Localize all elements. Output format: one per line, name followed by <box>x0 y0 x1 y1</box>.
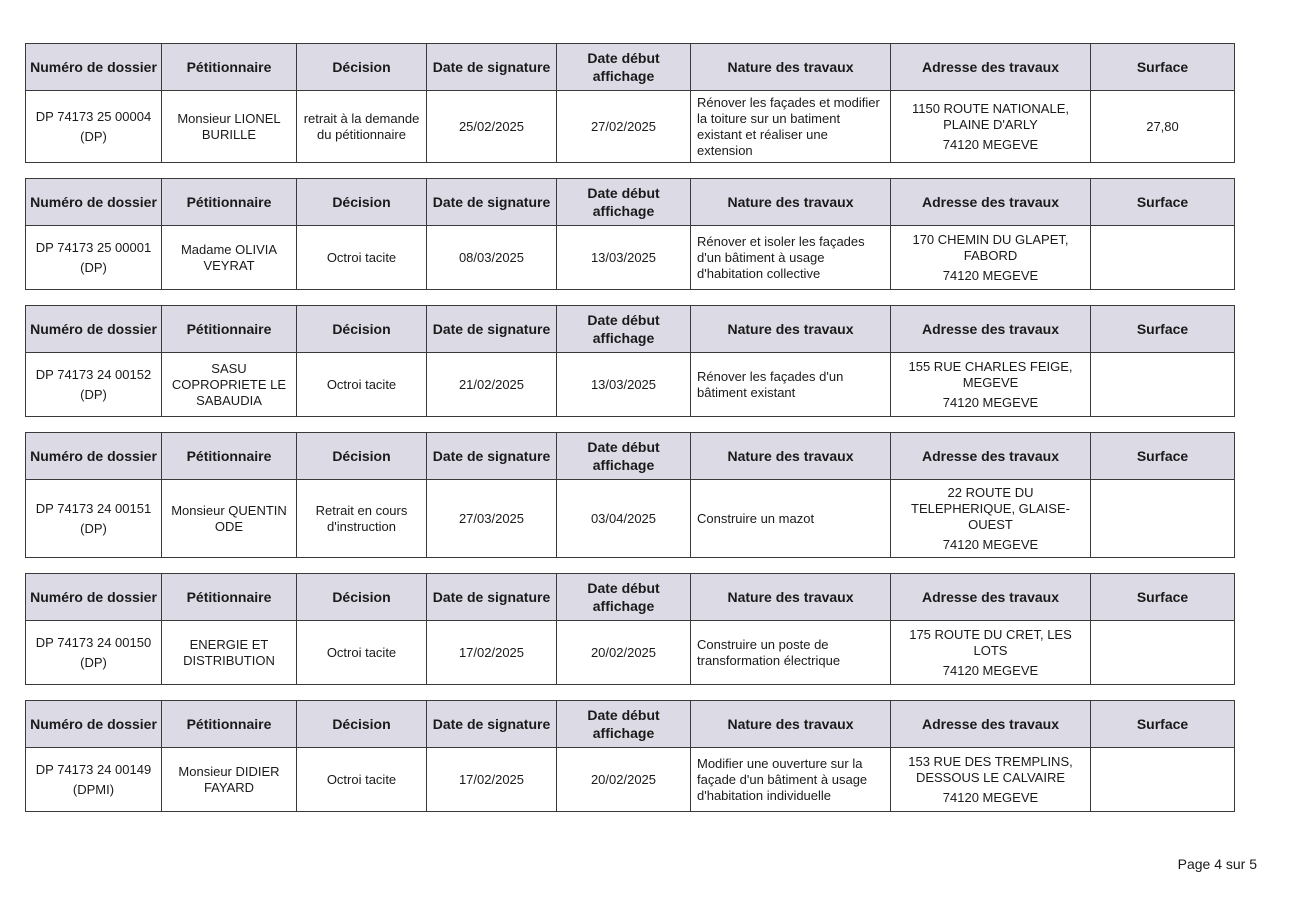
header-col-date-signature: Date de signature <box>427 574 557 621</box>
display-start-date-cell <box>557 621 691 685</box>
dossier-number-cell <box>26 748 162 812</box>
dossier-type: (DP) <box>80 259 107 275</box>
record-row <box>26 353 1235 417</box>
header-col-adresse: Adresse des travaux <box>891 701 1091 748</box>
petitioner-cell <box>162 353 297 417</box>
decision-text: Retrait en cours d'instruction <box>315 502 408 534</box>
works-nature-cell <box>691 353 891 417</box>
header-col-date-affichage: Date début affichage <box>557 701 691 748</box>
petitioner-cell <box>162 748 297 812</box>
signature-date: 08/03/2025 <box>458 249 525 265</box>
header-col-surface: Surface <box>1091 574 1235 621</box>
petitioner-cell <box>162 226 297 290</box>
decision-cell <box>297 353 427 417</box>
surface-cell <box>1091 748 1235 812</box>
header-col-petitionnaire: Pétitionnaire <box>162 574 297 621</box>
petitioner-cell <box>162 480 297 558</box>
header-col-date-signature: Date de signature <box>427 44 557 91</box>
works-city: 74120 MEGEVE <box>942 394 1039 410</box>
header-col-surface: Surface <box>1091 44 1235 91</box>
header-col-petitionnaire: Pétitionnaire <box>162 701 297 748</box>
decision-text: Octroi tacite <box>326 249 397 265</box>
petitioner-name: SASU COPROPRIETE LE SABAUDIA <box>171 360 287 408</box>
header-col-adresse: Adresse des travaux <box>891 44 1091 91</box>
decision-cell <box>297 480 427 558</box>
petitioner-cell <box>162 91 297 163</box>
display-start-date-cell <box>557 748 691 812</box>
dossier-number-cell <box>26 480 162 558</box>
header-col-nature: Nature des travaux <box>691 179 891 226</box>
works-address: 22 ROUTE DU TELEPHERIQUE, GLAISE-OUEST <box>911 484 1070 532</box>
record-table <box>25 178 1235 290</box>
header-col-petitionnaire: Pétitionnaire <box>162 306 297 353</box>
works-address-cell <box>891 353 1091 417</box>
decision-text: Octroi tacite <box>326 644 397 660</box>
header-col-date-signature: Date de signature <box>427 179 557 226</box>
display-start-date: 13/03/2025 <box>590 376 657 392</box>
header-col-petitionnaire: Pétitionnaire <box>162 44 297 91</box>
display-start-date-cell <box>557 91 691 163</box>
dossier-number-cell <box>26 353 162 417</box>
petitioner-name: Madame OLIVIA VEYRAT <box>180 241 278 273</box>
dossier-number-cell <box>26 621 162 685</box>
signature-date: 17/02/2025 <box>458 644 525 660</box>
header-col-surface: Surface <box>1091 306 1235 353</box>
record-table <box>25 43 1235 163</box>
header-col-numero: Numéro de dossier <box>26 179 162 226</box>
works-address: 175 ROUTE DU CRET, LES LOTS <box>909 626 1072 658</box>
decision-text: Octroi tacite <box>326 376 397 392</box>
petitioner-name: ENERGIE ET DISTRIBUTION <box>183 636 275 668</box>
works-nature-cell <box>691 226 891 290</box>
header-col-decision: Décision <box>297 306 427 353</box>
header-col-petitionnaire: Pétitionnaire <box>162 433 297 480</box>
works-address-cell <box>891 480 1091 558</box>
header-col-date-signature: Date de signature <box>427 306 557 353</box>
header-col-petitionnaire: Pétitionnaire <box>162 179 297 226</box>
header-col-date-signature: Date de signature <box>427 433 557 480</box>
dossier-number: DP 74173 25 00004 <box>35 108 152 124</box>
dossier-number: DP 74173 25 00001 <box>35 239 152 255</box>
works-address-cell <box>891 91 1091 163</box>
header-col-nature: Nature des travaux <box>691 44 891 91</box>
header-col-surface: Surface <box>1091 179 1235 226</box>
signature-date-cell <box>427 353 557 417</box>
header-col-numero: Numéro de dossier <box>26 44 162 91</box>
header-col-decision: Décision <box>297 433 427 480</box>
header-col-date-affichage: Date début affichage <box>557 179 691 226</box>
header-col-date-affichage: Date début affichage <box>557 433 691 480</box>
works-nature-cell <box>691 480 891 558</box>
signature-date-cell <box>427 480 557 558</box>
header-col-adresse: Adresse des travaux <box>891 306 1091 353</box>
header-row <box>26 574 1235 621</box>
works-address: 170 CHEMIN DU GLAPET, FABORD <box>912 231 1069 263</box>
dossier-number-cell <box>26 226 162 290</box>
display-start-date: 27/02/2025 <box>590 118 657 134</box>
works-address-cell <box>891 621 1091 685</box>
header-col-nature: Nature des travaux <box>691 701 891 748</box>
display-start-date: 20/02/2025 <box>590 644 657 660</box>
header-row <box>26 701 1235 748</box>
record-row <box>26 226 1235 290</box>
display-start-date: 03/04/2025 <box>590 510 657 526</box>
dossier-type: (DP) <box>80 128 107 144</box>
header-col-date-affichage: Date début affichage <box>557 44 691 91</box>
works-nature-cell <box>691 621 891 685</box>
works-nature: Rénover les façades d'un bâtiment existant <box>697 368 844 400</box>
decision-cell <box>297 748 427 812</box>
surface-cell <box>1091 353 1235 417</box>
works-city: 74120 MEGEVE <box>942 136 1039 152</box>
header-col-nature: Nature des travaux <box>691 306 891 353</box>
surface-cell <box>1091 621 1235 685</box>
surface-cell <box>1091 91 1235 163</box>
decision-cell <box>297 91 427 163</box>
works-nature: Construire un mazot <box>697 510 815 526</box>
header-col-nature: Nature des travaux <box>691 433 891 480</box>
display-start-date-cell <box>557 226 691 290</box>
decision-text: retrait à la demande du pétitionnaire <box>303 110 420 142</box>
display-start-date: 20/02/2025 <box>590 771 657 787</box>
signature-date-cell <box>427 91 557 163</box>
surface-value: 27,80 <box>1146 118 1179 134</box>
record-row <box>26 621 1235 685</box>
header-col-adresse: Adresse des travaux <box>891 433 1091 480</box>
dossier-type: (DP) <box>80 520 107 536</box>
works-address: 1150 ROUTE NATIONALE, PLAINE D'ARLY <box>911 100 1069 132</box>
record-table <box>25 432 1235 558</box>
header-col-decision: Décision <box>297 179 427 226</box>
works-city: 74120 MEGEVE <box>942 662 1039 678</box>
works-address: 155 RUE CHARLES FEIGE, MEGEVE <box>908 358 1073 390</box>
dossier-number: DP 74173 24 00151 <box>35 500 152 516</box>
header-col-surface: Surface <box>1091 433 1235 480</box>
works-nature: Rénover les façades et modifier la toiture sur un batiment existant et réaliser une extension <box>697 94 880 158</box>
works-nature: Modifier une ouverture sur la façade d'un bâtiment à usage d'habitation individuelle <box>697 755 868 803</box>
signature-date: 17/02/2025 <box>458 771 525 787</box>
record-table <box>25 573 1235 685</box>
header-col-surface: Surface <box>1091 701 1235 748</box>
works-nature-cell <box>691 748 891 812</box>
dossier-number-cell <box>26 91 162 163</box>
dossier-type: (DP) <box>80 386 107 402</box>
header-row <box>26 306 1235 353</box>
dossier-number: DP 74173 24 00149 <box>35 761 152 777</box>
dossier-number: DP 74173 24 00150 <box>35 634 152 650</box>
signature-date-cell <box>427 226 557 290</box>
header-col-nature: Nature des travaux <box>691 574 891 621</box>
works-address-cell <box>891 226 1091 290</box>
display-start-date-cell <box>557 480 691 558</box>
header-col-date-affichage: Date début affichage <box>557 306 691 353</box>
record-row <box>26 91 1235 163</box>
record-table <box>25 700 1235 812</box>
record-table <box>25 305 1235 417</box>
record-row <box>26 480 1235 558</box>
signature-date: 25/02/2025 <box>458 118 525 134</box>
works-city: 74120 MEGEVE <box>942 536 1039 552</box>
dossier-type: (DP) <box>80 654 107 670</box>
header-col-numero: Numéro de dossier <box>26 574 162 621</box>
header-col-date-signature: Date de signature <box>427 701 557 748</box>
signature-date: 27/03/2025 <box>458 510 525 526</box>
decision-text: Octroi tacite <box>326 771 397 787</box>
surface-cell <box>1091 480 1235 558</box>
surface-cell <box>1091 226 1235 290</box>
signature-date: 21/02/2025 <box>458 376 525 392</box>
page-number: Page 4 sur 5 <box>1177 856 1257 872</box>
header-col-numero: Numéro de dossier <box>26 433 162 480</box>
works-nature: Construire un poste de transformation électrique <box>697 636 841 668</box>
record-row <box>26 748 1235 812</box>
decision-cell <box>297 226 427 290</box>
signature-date-cell <box>427 748 557 812</box>
decision-cell <box>297 621 427 685</box>
header-col-decision: Décision <box>297 44 427 91</box>
works-city: 74120 MEGEVE <box>942 789 1039 805</box>
header-row <box>26 433 1235 480</box>
dossier-number: DP 74173 24 00152 <box>35 366 152 382</box>
permit-list <box>25 43 1234 827</box>
header-col-adresse: Adresse des travaux <box>891 574 1091 621</box>
header-col-numero: Numéro de dossier <box>26 306 162 353</box>
petitioner-name: Monsieur DIDIER FAYARD <box>178 763 280 795</box>
header-col-adresse: Adresse des travaux <box>891 179 1091 226</box>
works-address-cell <box>891 748 1091 812</box>
signature-date-cell <box>427 621 557 685</box>
header-row <box>26 44 1235 91</box>
works-address: 153 RUE DES TREMPLINS, DESSOUS LE CALVAIRE <box>908 753 1073 785</box>
header-col-date-affichage: Date début affichage <box>557 574 691 621</box>
header-col-decision: Décision <box>297 701 427 748</box>
petitioner-name: Monsieur LIONEL BURILLE <box>177 110 281 142</box>
works-city: 74120 MEGEVE <box>942 267 1039 283</box>
works-nature-cell <box>691 91 891 163</box>
petitioner-cell <box>162 621 297 685</box>
display-start-date: 13/03/2025 <box>590 249 657 265</box>
petitioner-name: Monsieur QUENTIN ODE <box>171 502 287 534</box>
header-row <box>26 179 1235 226</box>
header-col-decision: Décision <box>297 574 427 621</box>
header-col-numero: Numéro de dossier <box>26 701 162 748</box>
dossier-type: (DPMI) <box>72 781 115 797</box>
display-start-date-cell <box>557 353 691 417</box>
works-nature: Rénover et isoler les façades d'un bâtiment à usage d'habitation collective <box>697 233 865 281</box>
